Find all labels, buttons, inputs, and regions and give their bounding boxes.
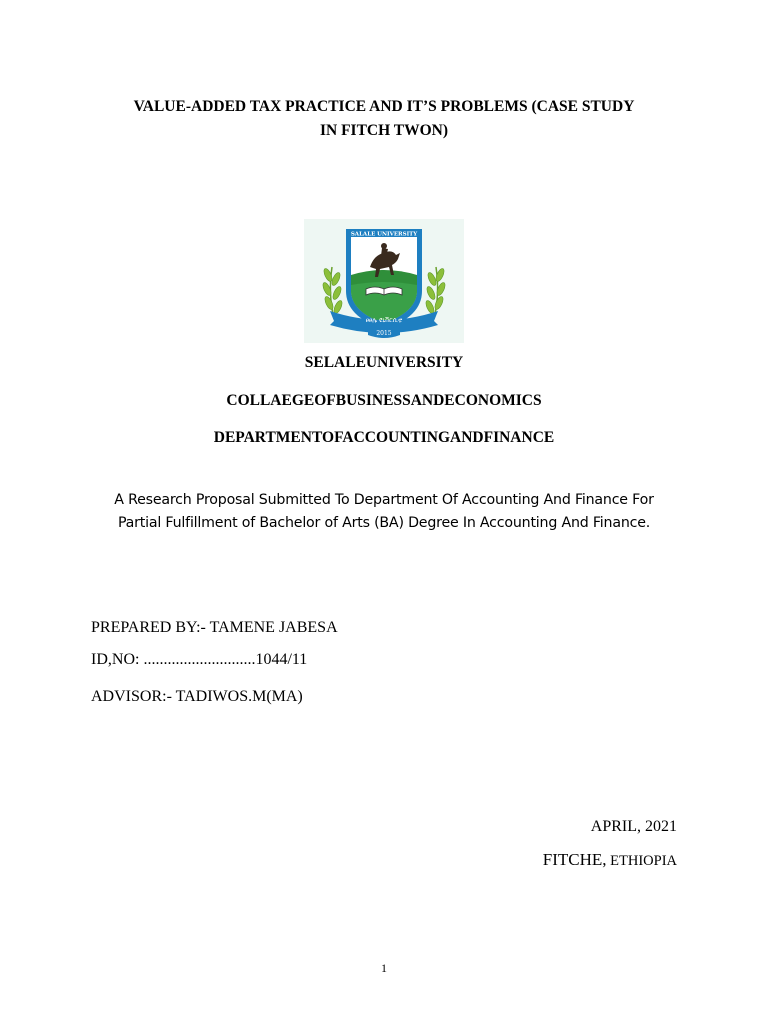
prepared-by: PREPARED BY:- TAMENE JABESA xyxy=(91,619,338,636)
logo-year-text: 2015 xyxy=(376,330,392,337)
proposal-line-1: A Research Proposal Submitted To Department Of Accounting And Finance For xyxy=(114,492,654,508)
id-number: ID,NO: ............................1044/11 xyxy=(91,651,308,668)
college-name: COLLAEGEOFBUSINESSANDECONOMICS xyxy=(226,392,542,409)
logo-ribbon xyxy=(330,311,438,338)
document-title xyxy=(60,95,708,143)
university-name: SELALEUNIVERSITY xyxy=(304,354,464,371)
proposal-statement xyxy=(60,489,708,535)
department-name: DEPARTMENTOFACCOUNTINGANDFINANCE xyxy=(213,429,555,446)
submission-place xyxy=(543,850,677,871)
page-number: 1 xyxy=(381,961,387,975)
university-logo xyxy=(304,219,464,343)
place-city: FITCHE, xyxy=(542,850,607,869)
advisor: ADVISOR:- TADIWOS.M(MA) xyxy=(91,688,303,705)
logo-motto-text: ፀፀሌ ዩኒቨርሲቲ xyxy=(365,316,403,324)
title-line-1: VALUE-ADDED TAX PRACTICE AND IT’S PROBLEMS (CASE STUDY xyxy=(133,98,635,115)
title-line-2: IN FITCH TWON) xyxy=(319,122,449,139)
place-country: ETHIOPIA xyxy=(606,853,677,869)
right-wheat-icon xyxy=(424,267,446,319)
logo-banner-text: SALALE UNIVERSITY xyxy=(350,231,418,238)
left-wheat-icon xyxy=(321,267,343,319)
proposal-line-2: Partial Fulfillment of Bachelor of Arts (BA) Degree In Accounting And Finance. xyxy=(117,515,651,531)
submission-date: APRIL, 2021 xyxy=(590,818,677,835)
